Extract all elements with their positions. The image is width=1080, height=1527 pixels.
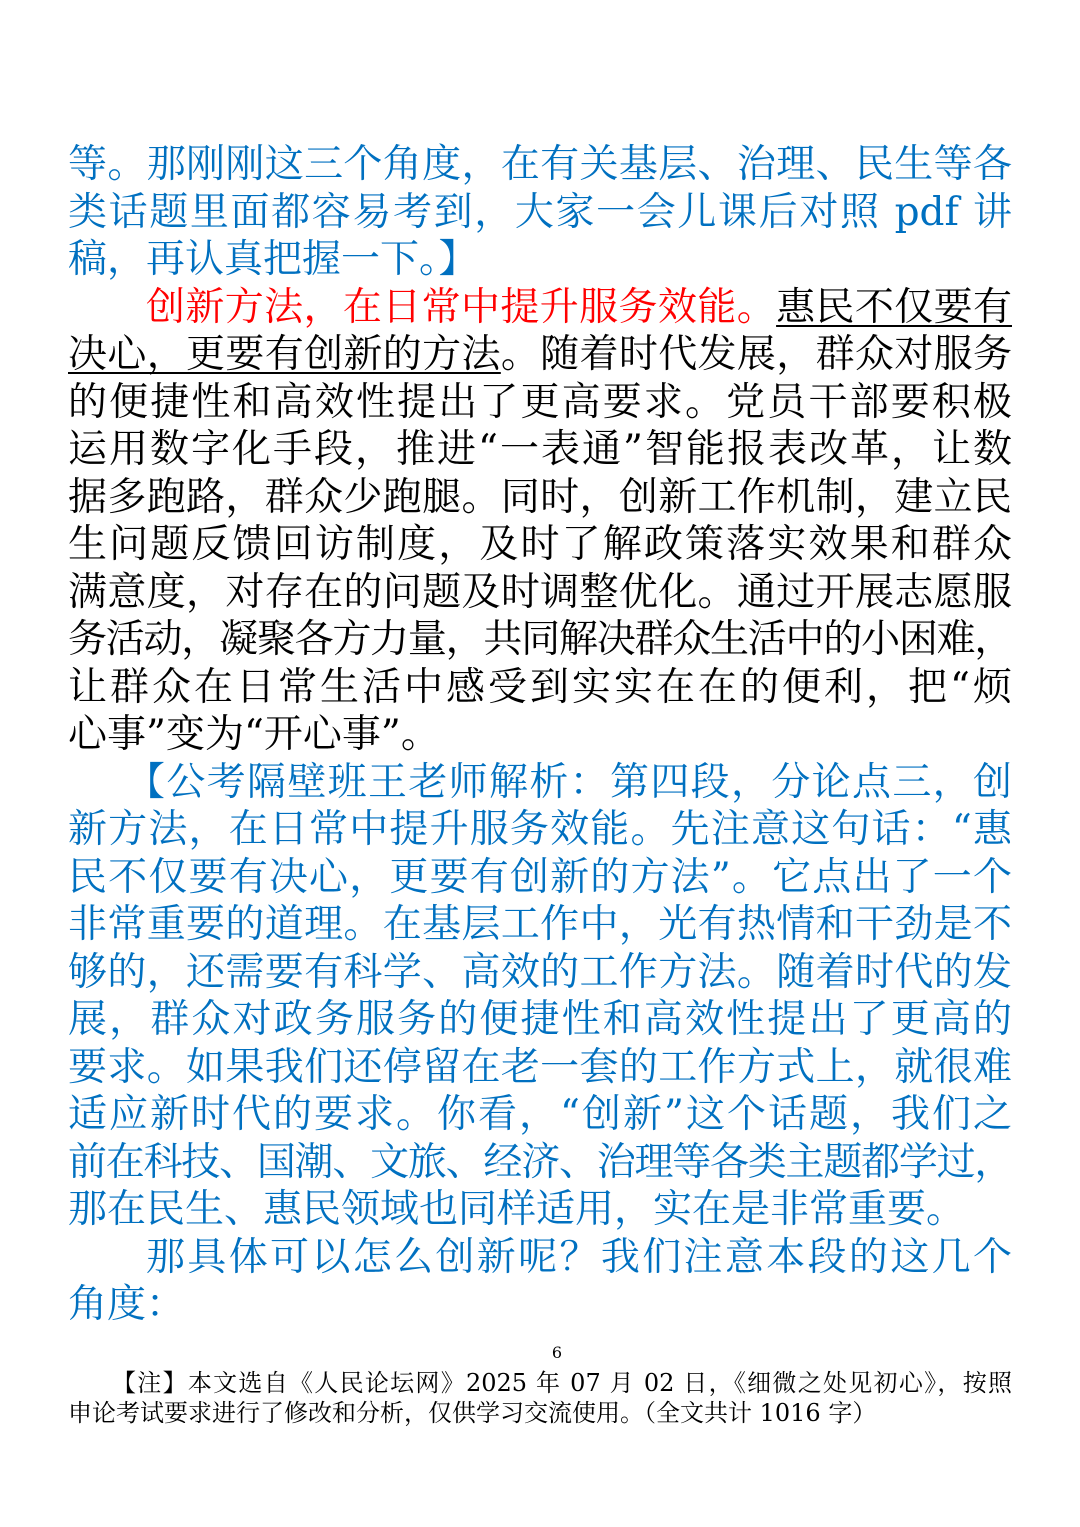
text-line: 生问题反馈回访制度，及时了解政策落实效果和群众 — [68, 522, 1012, 567]
analysis-paragraph-continued — [68, 141, 1012, 284]
subpoint-three-paragraph — [68, 284, 1012, 759]
analysis-followup-paragraph — [68, 1234, 1012, 1329]
text-line: 据多跑路，群众少跑腿。同时，创新工作机制，建立民 — [68, 474, 1012, 520]
text-line: 类话题里面都容易考到，大家一会儿课后对照 pdf 讲 — [68, 189, 1012, 235]
text-line: 非常重要的道理。在基层工作中，光有热情和干劲是不 — [68, 902, 1012, 947]
key-sentence-underlined: 决心，更要有创新的方法 — [68, 332, 501, 377]
page-number: 6 — [551, 1343, 563, 1362]
text-line: 民不仅要有决心，更要有创新的方法”。它点出了一个 — [68, 854, 1012, 900]
text-line: 新方法，在日常中提升服务效能。先注意这句话：“惠 — [68, 807, 1012, 852]
text-line: 展，群众对政务服务的便捷性和高效性提出了更高的 — [68, 997, 1012, 1042]
text-line: 【公考隔壁班王老师解析：第四段，分论点三，创 — [126, 759, 1012, 805]
text-line: 的便捷性和高效性提出了更高要求。党员干部要积极 — [68, 379, 1012, 425]
key-sentence-underlined: 惠民不仅要有 — [776, 284, 1012, 330]
text-line: 那具体可以怎么创新呢？我们注意本段的这几个 — [146, 1234, 1012, 1280]
text-line: 够的，还需要有科学、高效的工作方法。随着时代的发 — [68, 949, 1012, 995]
text-line: 运用数字化手段，推进“一表通”智能报表改革，让数 — [68, 427, 1012, 472]
text-line: 要求。如果我们还停留在老一套的工作方式上，就很难 — [68, 1044, 1012, 1090]
text-line: 满意度，对存在的问题及时调整优化。通过开展志愿服 — [68, 569, 1012, 615]
footer-note — [68, 1368, 1012, 1428]
text-line — [68, 284, 1012, 332]
text-segment: 。随着时代发展，群众对服务 — [500, 332, 1012, 377]
text-line: 等。那刚刚这三个角度，在有关基层、治理、民生等各 — [68, 142, 1012, 187]
text-line: 务活动，凝聚各方力量，共同解决群众生活中的小困难， — [68, 617, 1012, 662]
footer-line: 申论考试要求进行了修改和分析，仅供学习交流使用。（全文共计 1016 字） — [68, 1399, 877, 1427]
text-line — [68, 331, 1012, 379]
text-line: 稿，再认真把握一下。】 — [68, 237, 478, 282]
text-line: 那在民生、惠民领域也同样适用，实在是非常重要。 — [68, 1187, 966, 1232]
text-line: 心事”变为“开心事”。 — [68, 712, 440, 757]
footer-line: 【注】本文选自《人民论坛网》2025 年 07 月 02 日，《细微之处见初心》，按照 — [112, 1369, 1012, 1397]
body-text — [68, 141, 1012, 1329]
text-line: 适应新时代的要求。你看，“创新”这个话题，我们之 — [68, 1092, 1012, 1137]
text-line: 角度： — [68, 1282, 186, 1327]
text-line: 前在科技、国潮、文旅、经济、治理等各类主题都学过， — [68, 1139, 1012, 1185]
teacher-analysis-paragraph — [68, 759, 1012, 1234]
subpoint-heading: 创新方法，在日常中提升服务效能。 — [146, 284, 777, 330]
text-line: 让群众在日常生活中感受到实实在在的便利，把“烦 — [68, 664, 1012, 710]
